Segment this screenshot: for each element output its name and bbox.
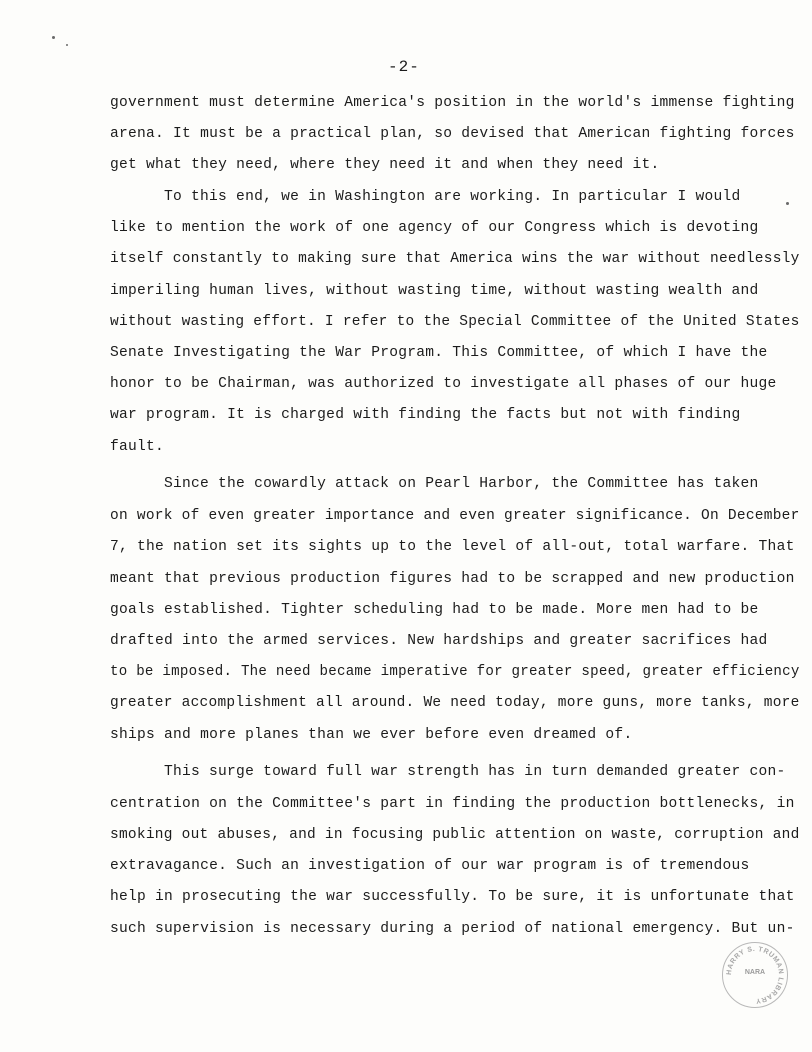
- text-line: Since the cowardly attack on Pearl Harbor, the Committee has taken: [164, 476, 759, 492]
- text-line: fault.: [110, 439, 165, 455]
- text-line: drafted into the armed services. New hardships and greater sacrifices had: [110, 633, 768, 649]
- text-line: To this end, we in Washington are working. In particular I would: [164, 189, 741, 205]
- text-line: war program. It is charged with finding the facts but not with finding: [110, 407, 741, 423]
- svg-text:HARRY S. TRUMAN LIBRARY: HARRY S. TRUMAN LIBRARY: [725, 945, 784, 1004]
- scan-speck: [786, 202, 789, 205]
- library-stamp: [722, 942, 788, 1008]
- text-line: 7, the nation set its sights up to the level of all-out, total warfare. That: [110, 539, 795, 555]
- scan-speck: [66, 44, 68, 46]
- page-number: -2-: [388, 58, 420, 76]
- text-line: arena. It must be a practical plan, so devised that American fighting forces: [110, 126, 795, 142]
- text-line: without wasting effort. I refer to the Special Committee of the United States: [110, 314, 800, 330]
- text-line: centration on the Committee's part in finding the production bottlenecks, in: [110, 796, 795, 812]
- text-line: greater accomplishment all around. We need today, more guns, more tanks, more: [110, 695, 800, 711]
- text-line: on work of even greater importance and even greater significance. On December: [110, 508, 800, 524]
- text-line: Senate Investigating the War Program. This Committee, of which I have the: [110, 345, 768, 361]
- text-line: such supervision is necessary during a period of national emergency. But un-: [110, 921, 795, 937]
- text-line: itself constantly to making sure that America wins the war without needlessly: [110, 251, 800, 267]
- scan-speck: [52, 36, 55, 39]
- text-line: imperiling human lives, without wasting time, without wasting wealth and: [110, 283, 759, 299]
- stamp-center-text: NARA: [744, 969, 766, 976]
- text-line: honor to be Chairman, was authorized to investigate all phases of our huge: [110, 376, 777, 392]
- text-line: goals established. Tighter scheduling had to be made. More men had to be: [110, 602, 759, 618]
- text-line: like to mention the work of one agency of our Congress which is devoting: [110, 220, 759, 236]
- text-line: extravagance. Such an investigation of our war program is of tremendous: [110, 858, 750, 874]
- text-line: meant that previous production figures had to be scrapped and new production: [110, 571, 795, 587]
- text-line: ships and more planes than we ever before even dreamed of.: [110, 727, 633, 743]
- text-line: government must determine America's position in the world's immense fighting: [110, 95, 795, 111]
- text-line: get what they need, where they need it and when they need it.: [110, 157, 660, 173]
- text-line: smoking out abuses, and in focusing public attention on waste, corruption and: [110, 827, 800, 843]
- text-line: This surge toward full war strength has in turn demanded greater con-: [164, 764, 786, 780]
- text-line: help in prosecuting the war successfully. To be sure, it is unfortunate that: [110, 889, 795, 905]
- text-line: to be imposed. The need became imperative for greater speed, greater efficiency: [110, 664, 800, 680]
